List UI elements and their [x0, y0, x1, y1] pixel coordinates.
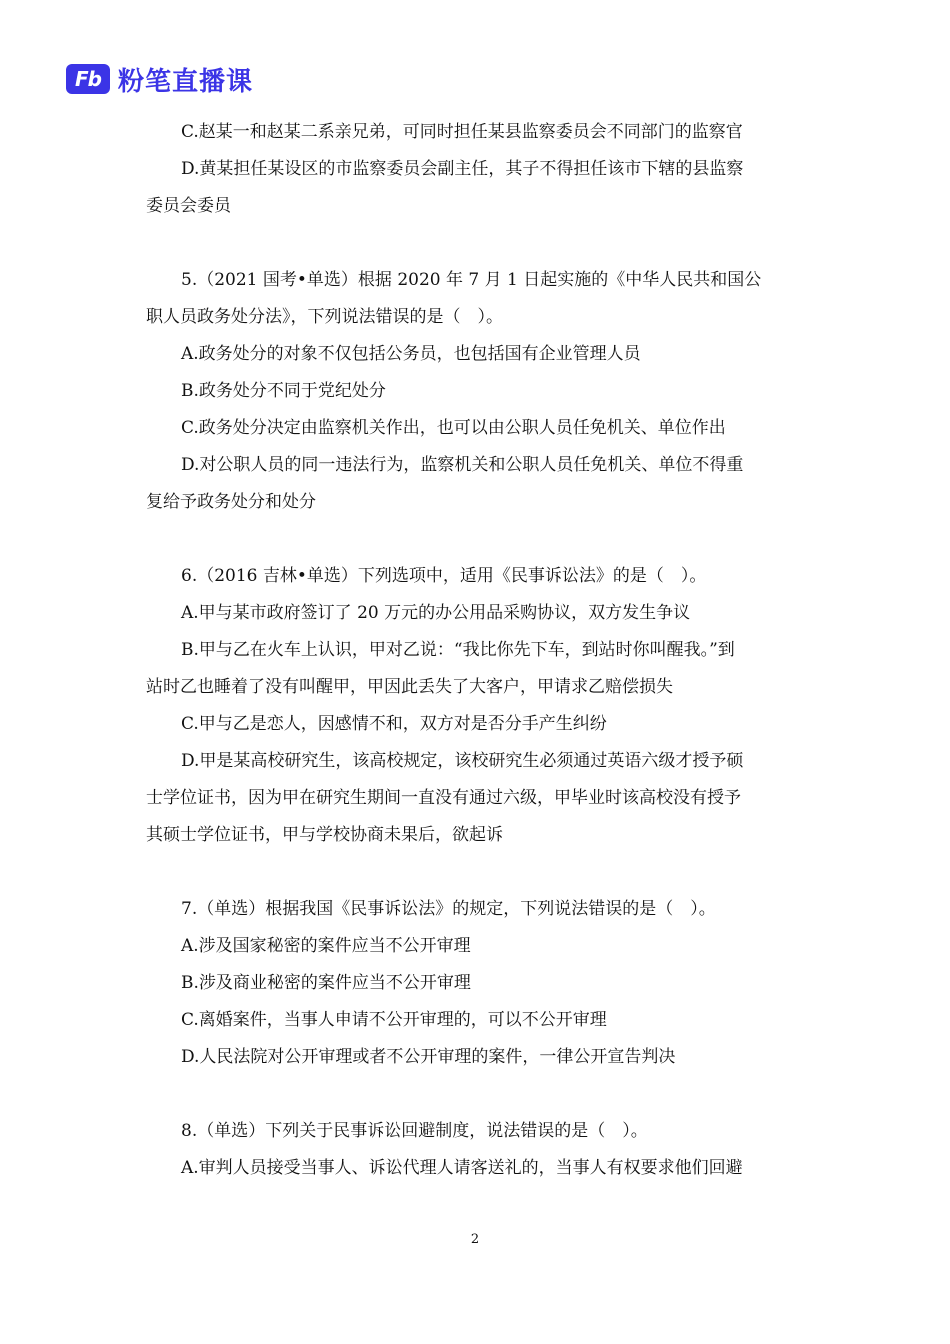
q7-option-a: A.涉及国家秘密的案件应当不公开审理: [181, 936, 471, 956]
fb-logo-icon: Fb: [66, 64, 110, 94]
q4-option-c: C.赵某一和赵某二系亲兄弟，可同时担任某县监察委员会不同部门的监察官: [181, 122, 743, 142]
q5-option-c: C.政务处分决定由监察机关作出，也可以由公职人员任免机关、单位作出: [181, 418, 726, 438]
page-number: 2: [470, 1232, 480, 1247]
question-4-continued: [146, 114, 816, 225]
q6-option-b-line2: 站时乙也睡着了没有叫醒甲，甲因此丢失了大客户，甲请求乙赔偿损失: [146, 677, 673, 697]
document-body: [146, 114, 816, 1187]
q4-option-d-line1: D.黄某担任某设区的市监察委员会副主任，其子不得担任该市下辖的县监察: [181, 159, 744, 179]
q5-option-a: A.政务处分的对象不仅包括公务员，也包括国有企业管理人员: [181, 344, 641, 364]
q8-option-a: A.审判人员接受当事人、诉讼代理人请客送礼的，当事人有权要求他们回避: [181, 1158, 743, 1178]
brand-logo: [66, 62, 253, 96]
q6-option-c: C.甲与乙是恋人，因感情不和，双方对是否分手产生纠纷: [181, 714, 607, 734]
q7-stem: 7.（单选）根据我国《民事诉讼法》的规定，下列说法错误的是（ ）。: [181, 899, 716, 919]
q7-option-d: D.人民法院对公开审理或者不公开审理的案件，一律公开宣告判决: [181, 1047, 676, 1067]
question-6: [146, 558, 816, 854]
question-5: [146, 262, 816, 521]
q5-option-d-line1: D.对公职人员的同一违法行为，监察机关和公职人员任免机关、单位不得重: [181, 455, 744, 475]
q4-option-d-line2: 委员会委员: [146, 196, 231, 216]
q8-stem: 8.（单选）下列关于民事诉讼回避制度，说法错误的是（ ）。: [181, 1121, 648, 1141]
q6-stem: 6.（2016 吉林•单选）下列选项中，适用《民事诉讼法》的是（ ）。: [181, 566, 707, 586]
question-7: [146, 891, 816, 1076]
brand-name: 粉笔直播课: [118, 66, 254, 97]
q6-option-b-line1: B.甲与乙在火车上认识，甲对乙说：“我比你先下车，到站时你叫醒我。”到: [181, 640, 735, 660]
q6-option-a: A.甲与某市政府签订了 20 万元的办公用品采购协议，双方发生争议: [181, 603, 691, 623]
q5-stem-line1: 5.（2021 国考•单选）根据 2020 年 7 月 1 日起实施的《中华人民共和国公: [181, 270, 762, 290]
q6-option-d-line3: 其硕士学位证书，甲与学校协商未果后，欲起诉: [146, 825, 503, 845]
q6-option-d-line1: D.甲是某高校研究生，该高校规定，该校研究生必须通过英语六级才授予硕: [181, 751, 744, 771]
q5-option-b: B.政务处分不同于党纪处分: [181, 381, 386, 401]
q7-option-c: C.离婚案件，当事人申请不公开审理的，可以不公开审理: [181, 1010, 607, 1030]
q6-option-d-line2: 士学位证书，因为甲在研究生期间一直没有通过六级，甲毕业时该高校没有授予: [146, 788, 741, 808]
q7-option-b: B.涉及商业秘密的案件应当不公开审理: [181, 973, 471, 993]
question-8: [146, 1113, 816, 1187]
q5-stem-line2: 职人员政务处分法》，下列说法错误的是（ ）。: [146, 307, 503, 327]
q5-option-d-line2: 复给予政务处分和处分: [146, 492, 316, 512]
